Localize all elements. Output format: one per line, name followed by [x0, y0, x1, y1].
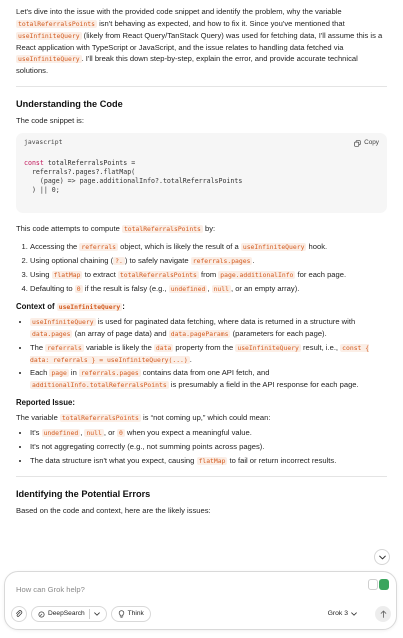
- context-heading: Context of useInfiniteQuery :: [16, 301, 125, 311]
- snippet-intro: The code snippet is:: [16, 116, 84, 126]
- list-item: 4. Defaulting to 0 if the result is falsy (e.g., undefined , null , or an empty array).: [30, 283, 387, 295]
- code-content: const totalReferralsPoints = referrals?.pages?.flatMap( (page) => page.additionalInfo?.totalReferralsPoints ) || 0;: [24, 159, 243, 195]
- chevron-down-icon: [379, 555, 386, 560]
- identifying-text: Based on the code and context, here are the likely issues:: [16, 506, 211, 516]
- list-item: • The referrals variable is likely the data property from the useInfiniteQuery result, i.e., const { data: referrals } = useInfiniteQuery(...) .: [30, 342, 387, 366]
- context-list: [16, 316, 387, 392]
- composer-input[interactable]: How can Grok help?: [16, 585, 85, 594]
- scroll-down-button[interactable]: [374, 549, 390, 565]
- paperclip-icon: [15, 610, 23, 618]
- code-block: [16, 133, 387, 213]
- copy-button[interactable]: Copy: [354, 138, 379, 148]
- list-item: • It's not aggregating correctly (e.g., not summing points across pages).: [30, 441, 387, 453]
- reported-issue-heading: Reported Issue:: [16, 398, 75, 408]
- chevron-down-icon: [351, 612, 357, 616]
- code-language: javascript: [24, 138, 63, 147]
- reported-issue-list: [16, 427, 387, 467]
- identifying-heading: Identifying the Potential Errors: [16, 488, 151, 499]
- composer-toolbar: [11, 606, 391, 622]
- list-item: • The data structure isn't what you expect, causing flatMap to fail or return incorrect results.: [30, 455, 387, 467]
- list-item: • useInfiniteQuery is used for paginated data fetching, where data is returned in a structure with data.pages (an array of page data) and data.pageParams (parameters for each page).: [30, 316, 387, 340]
- grok-badge-icon[interactable]: [368, 579, 390, 590]
- arrow-up-icon: [380, 610, 387, 618]
- divider: [16, 476, 387, 477]
- message-composer: [4, 571, 397, 630]
- send-button[interactable]: [375, 606, 391, 622]
- list-item: 3. Using flatMap to extract totalReferralsPoints from page.additionalInfo for each page.: [30, 269, 387, 281]
- deepsearch-icon: [38, 611, 45, 618]
- lightbulb-icon: [118, 610, 125, 618]
- reported-issue-text: The variable totalReferralsPoints is “not coming up,” which could mean:: [16, 413, 271, 423]
- understanding-heading: Understanding the Code: [16, 99, 123, 110]
- deepsearch-button[interactable]: DeepSearch: [31, 606, 107, 622]
- compute-description: This code attempts to compute totalReferralsPoints by:: [16, 224, 216, 234]
- list-item: 2. Using optional chaining ( ?. ) to safely navigate referrals.pages .: [30, 255, 387, 267]
- attach-button[interactable]: [11, 606, 27, 622]
- divider: [16, 86, 387, 87]
- model-selector[interactable]: Grok 3: [328, 609, 357, 620]
- steps-list: [16, 241, 387, 295]
- think-button[interactable]: Think: [111, 606, 151, 622]
- divider: [89, 609, 90, 619]
- copy-icon: [354, 140, 361, 147]
- list-item: 1. Accessing the referrals object, which is likely the result of a useInfiniteQuery hook.: [30, 241, 387, 253]
- list-item: • It's undefined , null , or 0 when you expect a meaningful value.: [30, 427, 387, 439]
- intro-paragraph: Let's dive into the issue with the provided code snippet and identify the problem, why the variable totalReferralsPoints isn't behaving as expected, and how to fix it. Since you've mentioned that useInfiniteQuery (likely from React Query/TanStack Query) was used for fetching data, I'll assume this is a React application with TypeScript or JavaScript, and the issue relates to handling data fetched via useInfiniteQuery . I'll break this down step-by-step, explain the error, and provide accurate technical solutions.: [16, 7, 383, 76]
- list-item: • Each page in referrals.pages contains data from one API fetch, and additionalInfo.totalReferralsPoints is presumably a field in the API response for each page.: [30, 367, 387, 391]
- chevron-down-icon[interactable]: [94, 612, 100, 616]
